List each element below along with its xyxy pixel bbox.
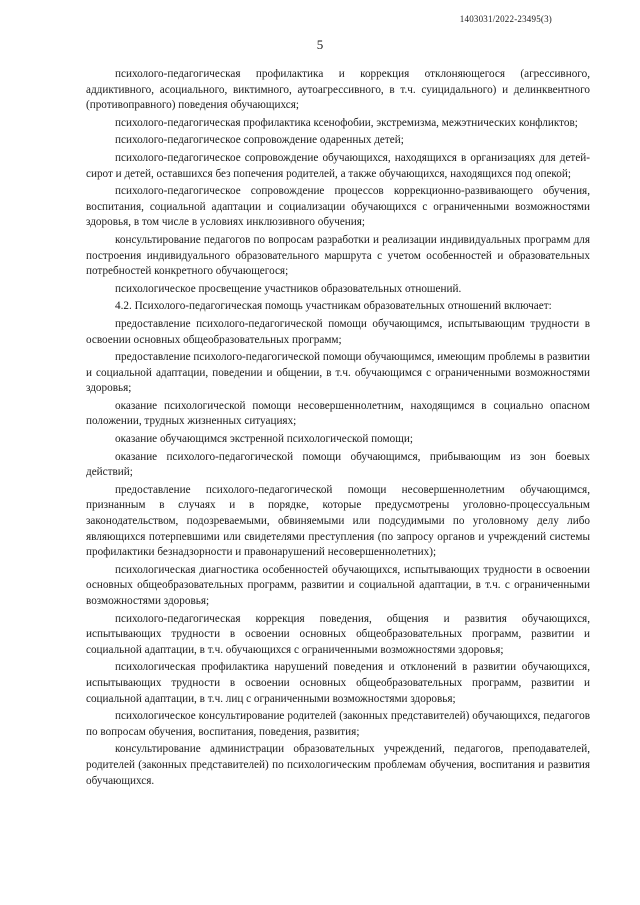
- document-id: 1403031/2022-23495(3): [459, 14, 552, 24]
- document-body: [86, 67, 590, 789]
- paragraph: оказание обучающимся экстренной психологической помощи;: [115, 433, 413, 446]
- paragraph: оказание психологической помощи несовершеннолетним, находящимся в социально опасном положении, трудных жизненных ситуациях;: [86, 399, 590, 428]
- paragraph: предоставление психолого-педагогической помощи обучающимся, испытывающим трудности в освоении основных общеобразовательных программ;: [86, 317, 590, 346]
- paragraph: психолого-педагогическая коррекция поведения, общения и развития обучающихся, испытывающих трудности в освоении основных общеобразовательных программ, развитии и социальной адаптации, в т.ч. обучающихся с ограниченными возможностями здоровья;: [86, 612, 590, 656]
- paragraph: предоставление психолого-педагогической помощи несовершеннолетним обучающимся, признанным в случаях и в порядке, которые предусмотрены уголовно-процессуальным законодательством, подозреваемыми, обвиняемыми или подсудимыми по уголовному делу либо являющихся потерпевшими или свидетелями преступления (по запросу органов и учреждений системы профилактики безнадзорности и правонарушений несовершеннолетних);: [86, 483, 590, 559]
- paragraph: психологическое консультирование родителей (законных представителей) обучающихся, педагогов по вопросам обучения, воспитания, поведения, развития;: [86, 710, 590, 738]
- section-4-2-intro: 4.2. Психолого-педагогическая помощь участникам образовательных отношений включает:: [115, 300, 552, 313]
- paragraph: психологическое просвещение участников образовательных отношений.: [115, 282, 462, 295]
- paragraph: оказание психолого-педагогической помощи обучающимся, прибывающим из зон боевых действий;: [86, 450, 590, 479]
- page-number: 5: [316, 37, 324, 52]
- paragraph: консультирование администрации образовательных учреждений, педагогов, преподавателей, родителей (законных представителей) по психологическим проблемам обучения, воспитания и развития обучающихся.: [86, 743, 590, 787]
- paragraph: консультирование педагогов по вопросам разработки и реализации индивидуальных программ для построения индивидуального образовательного маршрута с учетом особенностей и образовательных потребностей конкретного обучающегося;: [86, 233, 590, 278]
- paragraph: психологическая диагностика особенностей обучающихся, испытывающих трудности в освоении основных общеобразовательных программ, развитии и социальной адаптации, в т.ч. с ограниченными возможностями здоровья;: [86, 563, 590, 607]
- paragraph: предоставление психолого-педагогической помощи обучающимся, имеющим проблемы в развитии и социальной адаптации, поведении и общении, в т.ч. обучающимся с ограниченными возможностями здоровья;: [86, 351, 590, 395]
- paragraph: психолого-педагогическое сопровождение процессов коррекционно-развивающего обучения, воспитания, социальной адаптации и социализации обучающихся с ограниченными возможностями здоровья, в том числе в условиях инклюзивного обучения;: [86, 185, 590, 229]
- paragraph: психолого-педагогическая профилактика ксенофобии, экстремизма, межэтнических конфликтов;: [115, 116, 578, 129]
- paragraph: психолого-педагогическая профилактика и коррекция отклоняющегося (агрессивного, аддиктивного, асоциального, виктимного, аутоагрессивного, в т.ч. суицидального) и делинквентного (противоправного) поведения обучающихся;: [86, 68, 590, 112]
- paragraph: психолого-педагогическое сопровождение обучающихся, находящихся в организациях для детей-сирот и детей, оставшихся без попечения родителей, а также обучающихся, находящихся под опекой;: [86, 151, 590, 180]
- paragraph: психологическая профилактика нарушений поведения и отклонений в развитии обучающихся, испытывающих трудности в освоении основных общеобразовательных программ, развитии и социальной адаптации, в т.ч. лиц с ограниченными возможностями здоровья;: [86, 661, 590, 705]
- paragraph: психолого-педагогическое сопровождение одаренных детей;: [115, 134, 404, 147]
